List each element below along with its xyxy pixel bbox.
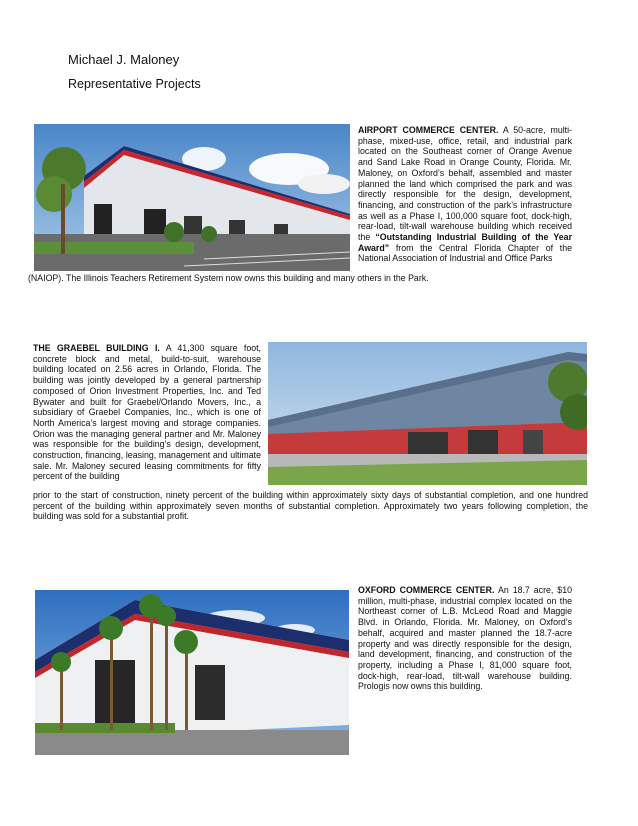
oxford-commerce-center-description (358, 585, 572, 692)
project-body: A 50-acre, multi-phase, mixed-use, office, retail, and industrial park located on the Southeast corner of Orange Avenue and Sand Lake Road in Orange County, Florida. Mr. Maloney, on Oxford’s behalf, assembled and master planned the land which comprised the park and was directly responsible for the design, development, financing, and construction of the park’s infrastructure as well as a Phase I, 100,000 square foot, dock-high, rear-load, tilt-wall warehouse building which received the (358, 125, 572, 243)
project-title: AIRPORT COMMERCE CENTER. (358, 125, 499, 135)
project-title: THE GRAEBEL BUILDING I. (33, 343, 160, 353)
oxford-commerce-center-photo (35, 590, 349, 755)
project-title: OXFORD COMMERCE CENTER. (358, 585, 495, 595)
graebel-building-photo (268, 342, 587, 485)
award-name: “Outstanding Industrial Building of the Year Award” (358, 232, 572, 253)
airport-commerce-center-description (358, 125, 572, 264)
graebel-building-description (33, 343, 261, 482)
project-body-end: from the Central Florida Chapter of the National Association of Industrial and Office Parks (358, 242, 572, 264)
airport-commerce-center-photo (34, 124, 350, 271)
page-subtitle: Representative Projects (68, 77, 201, 91)
graebel-building-continuation: prior to the start of construction, ninety percent of the building within approximately sixty days of substantial completion, and one hundred percent of the building within approximately seven months of substantial completion. Approximately two years following completion, the building was sold for a substantial profit. (33, 490, 588, 522)
airport-commerce-center-continuation: (NAIOP). The Illinois Teachers Retirement System now owns this building and many others in the Park. (28, 273, 429, 283)
project-body: An 18.7 acre, $10 million, multi-phase, industrial complex located on the Northeast corner of L.B. McLeod Road and Maggie Blvd. in Orlando, Florida. Mr. Maloney, on Oxford’s behalf, acquired and master planned the 18.7-acre property and was directly responsible for the design, land development, financing, and construction of the property, including a Phase I, 81,000 square foot, dock-high, rear-load, tilt-wall warehouse building. Prologis now owns this building. (358, 585, 572, 692)
project-body: A 41,300 square foot, concrete block and metal, build-to-suit, warehouse building located on 2.56 acres in Orlando, Florida. The building was jointly developed by a general partnership composed of Orion Investment Properties, Inc. and Ted Bywater and built for Graebel/Orlando Movers, Inc., a subsidiary of Graebel Companies, Inc., which is one of North America’s largest moving and storage companies. Orion was the managing general partner and Mr. Maloney was responsible for the building’s design, development, construction, financing, leasing, management and ultimate sale. Mr. Maloney secured leasing commitments for fifty percent of the building (33, 343, 261, 482)
author-name: Michael J. Maloney (68, 52, 180, 67)
